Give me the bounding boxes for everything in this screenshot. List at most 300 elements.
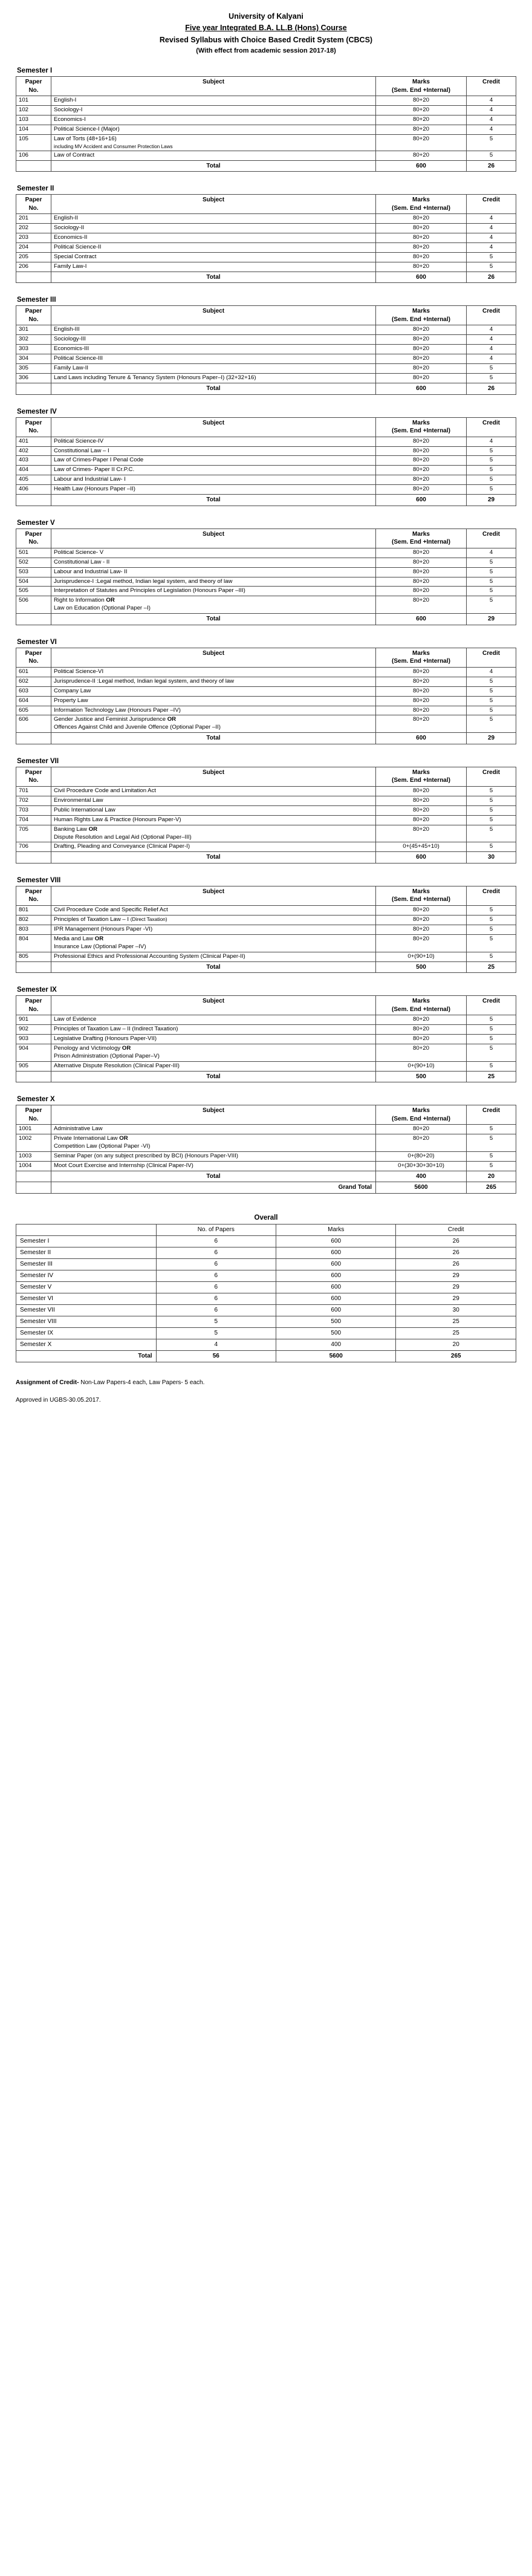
col-marks-line2: (Sem. End +Internal): [392, 658, 450, 665]
cell-credit: 5: [467, 456, 516, 466]
table-row: [16, 214, 516, 224]
overall-row: [16, 1339, 516, 1350]
col-marks: [376, 195, 467, 214]
semester-block: [16, 185, 516, 283]
col-marks: [376, 306, 467, 325]
overall-title: Overall: [254, 1214, 278, 1221]
total-label: Total: [51, 160, 376, 172]
subject-option-a: Gender Justice and Feminist Jurisprudence: [54, 716, 167, 723]
total-label: Total: [51, 961, 376, 973]
subject-text: Principles of Taxation Law – I: [54, 916, 131, 923]
col-credit: Credit: [467, 77, 516, 96]
col-credit: Credit: [467, 996, 516, 1015]
col-credit: Credit: [467, 529, 516, 548]
overall-table: [16, 1224, 516, 1362]
cell-marks: 80+20: [376, 677, 467, 686]
overall-marks: 400: [276, 1339, 396, 1350]
cell-credit: 5: [467, 577, 516, 587]
overall-row: [16, 1235, 516, 1247]
semester-block: [16, 67, 516, 172]
cell-subject: [51, 677, 376, 686]
subject-option-b: Insurance Law (Optional Paper –IV): [54, 943, 146, 950]
col-marks: [376, 417, 467, 437]
cell-marks: 80+20: [376, 667, 467, 677]
cell-subject: [51, 805, 376, 815]
subject-text: Drafting, Pleading and Conveyance (Clinical Paper-I): [54, 843, 190, 850]
cell-credit: 5: [467, 374, 516, 383]
cell-subject: [51, 1024, 376, 1034]
cell-marks: 80+20: [376, 475, 467, 485]
total-blank-cell: [16, 733, 51, 744]
cell-marks: 80+20: [376, 466, 467, 475]
cell-marks: 80+20: [376, 115, 467, 125]
subject-text: Human Rights Law & Practice (Honours Paper-V): [54, 816, 181, 823]
overall-header-row: [16, 1224, 516, 1235]
cell-subject: [51, 915, 376, 925]
cell-marks: 80+20: [376, 548, 467, 558]
cell-paper-no: 703: [16, 805, 51, 815]
credit-assignment-note: [16, 1378, 516, 1387]
cell-marks: 80+20: [376, 485, 467, 495]
col-subject: Subject: [51, 996, 376, 1015]
cell-paper-no: 304: [16, 354, 51, 364]
subject-or-label: OR: [94, 935, 104, 942]
cell-paper-no: 1003: [16, 1151, 51, 1161]
cell-marks: 80+20: [376, 706, 467, 715]
total-marks: 600: [376, 852, 467, 864]
table-row: [16, 558, 516, 567]
cell-marks: 80+20: [376, 905, 467, 915]
cell-credit: 5: [467, 842, 516, 852]
cell-subject: [51, 548, 376, 558]
cell-credit: 4: [467, 224, 516, 233]
overall-credit: 25: [396, 1327, 516, 1339]
subject-text: Jurisprudence-II :Legal method, Indian legal system, and theory of law: [54, 677, 235, 685]
cell-paper-no: 103: [16, 115, 51, 125]
table-row: [16, 466, 516, 475]
overall-row: [16, 1293, 516, 1304]
syllabus-subtitle: Revised Syllabus with Choice Based Credit System (CBCS): [159, 35, 373, 44]
cell-subject: [51, 364, 376, 374]
overall-credit: 29: [396, 1270, 516, 1281]
cell-subject: [51, 796, 376, 805]
total-label: Total: [51, 495, 376, 506]
table-row: [16, 905, 516, 915]
col-paper-no-line2: No.: [28, 539, 39, 546]
semester-total-row: [16, 495, 516, 506]
subject-text: Sociology-III: [54, 336, 86, 343]
semester-total-row: [16, 614, 516, 625]
col-paper-no-line2: No.: [28, 86, 39, 94]
col-paper-no-line1: Paper: [25, 79, 42, 86]
table-row: [16, 1161, 516, 1171]
cell-credit: 5: [467, 1024, 516, 1034]
col-subject: Subject: [51, 648, 376, 667]
cell-credit: 5: [467, 715, 516, 733]
total-credit: 26: [467, 272, 516, 283]
overall-credit: 26: [396, 1247, 516, 1258]
overall-marks: 600: [276, 1270, 396, 1281]
col-credit: Credit: [467, 306, 516, 325]
subject-text: Law of Evidence: [54, 1016, 97, 1023]
total-credit: 25: [467, 961, 516, 973]
table-header-row: [16, 529, 516, 548]
cell-marks: 80+20: [376, 345, 467, 354]
overall-semester-name: Semester V: [16, 1281, 157, 1293]
cell-paper-no: 502: [16, 558, 51, 567]
subject-option-b: Dispute Resolution and Legal Aid (Optional Paper–III): [54, 833, 192, 841]
cell-subject: [51, 952, 376, 961]
semester-total-row: [16, 1071, 516, 1082]
overall-total-row: [16, 1350, 516, 1362]
cell-paper-no: 901: [16, 1015, 51, 1025]
cell-credit: 5: [467, 786, 516, 796]
col-paper-no-line1: Paper: [25, 888, 42, 895]
cell-marks: 80+20: [376, 151, 467, 160]
table-row: [16, 485, 516, 495]
col-credit: Credit: [467, 195, 516, 214]
col-marks: [376, 886, 467, 905]
col-paper-no: [16, 767, 51, 786]
col-paper-no-line2: No.: [28, 204, 39, 212]
grand-total-credit: 265: [467, 1182, 516, 1194]
col-marks-line1: Marks: [412, 998, 430, 1005]
semester-table: [16, 995, 516, 1082]
col-marks-line2: (Sem. End +Internal): [392, 428, 450, 435]
semester-total-row: [16, 961, 516, 973]
cell-marks: 80+20: [376, 805, 467, 815]
overall-credit: 20: [396, 1339, 516, 1350]
subject-text: Law of Crimes- Paper II Cr.P.C.: [54, 466, 135, 473]
table-row: [16, 456, 516, 466]
overall-row: [16, 1247, 516, 1258]
cell-marks: 80+20: [376, 696, 467, 706]
col-paper-no-line2: No.: [28, 428, 39, 435]
cell-subject: [51, 214, 376, 224]
total-label: Total: [51, 733, 376, 744]
semester-heading: Semester V: [17, 519, 55, 527]
cell-marks: 80+20: [376, 364, 467, 374]
overall-papers: 6: [156, 1270, 276, 1281]
table-row: [16, 1125, 516, 1134]
cell-paper-no: 801: [16, 905, 51, 915]
table-row: [16, 364, 516, 374]
table-row: [16, 134, 516, 151]
table-row: [16, 796, 516, 805]
cell-credit: 5: [467, 805, 516, 815]
cell-subject: [51, 456, 376, 466]
overall-papers: 5: [156, 1327, 276, 1339]
university-name: University of Kalyani: [229, 12, 303, 21]
cell-subject: [51, 151, 376, 160]
cell-credit: 5: [467, 915, 516, 925]
cell-subject: [51, 253, 376, 262]
cell-subject: [51, 587, 376, 596]
col-credit: Credit: [467, 648, 516, 667]
col-paper-no: [16, 417, 51, 437]
semester-heading: Semester III: [17, 296, 56, 304]
subject-text: Legislative Drafting (Honours Paper-VII): [54, 1035, 157, 1042]
cell-subject: [51, 558, 376, 567]
total-label: Total: [51, 1171, 376, 1182]
semester-heading: Semester X: [17, 1096, 55, 1104]
cell-paper-no: 101: [16, 96, 51, 106]
total-blank-cell: [16, 961, 51, 973]
cell-marks: 80+20: [376, 815, 467, 825]
total-credit: 26: [467, 160, 516, 172]
cell-paper-no: 405: [16, 475, 51, 485]
col-paper-no-line1: Paper: [25, 998, 42, 1005]
table-row: [16, 686, 516, 696]
subject-text: Sociology-I: [54, 106, 83, 114]
cell-subject: [51, 815, 376, 825]
table-row: [16, 786, 516, 796]
subject-text: Labour and Industrial Law- I: [54, 476, 126, 483]
cell-subject: [51, 1134, 376, 1152]
overall-col-papers: No. of Papers: [156, 1224, 276, 1235]
total-blank-cell: [16, 1171, 51, 1182]
subject-text: English-II: [54, 215, 78, 222]
subject-text: Political Science-III: [54, 355, 103, 362]
semester-heading: Semester IV: [17, 408, 57, 415]
overall-semester-name: Semester II: [16, 1247, 157, 1258]
cell-paper-no: 504: [16, 577, 51, 587]
col-marks-line1: Marks: [412, 79, 430, 86]
approval-note: Approved in UGBS-30.05.2017.: [16, 1396, 101, 1403]
overall-section: [16, 1214, 516, 1362]
col-marks: [376, 1105, 467, 1125]
cell-subject: [51, 125, 376, 134]
subject-text: Administrative Law: [54, 1125, 103, 1133]
table-row: [16, 577, 516, 587]
subject-text: Political Science-IV: [54, 437, 104, 444]
total-blank-cell: [16, 272, 51, 283]
grand-total-row: [16, 1182, 516, 1194]
semester-total-row: [16, 1171, 516, 1182]
cell-credit: 5: [467, 686, 516, 696]
col-subject: Subject: [51, 306, 376, 325]
cell-paper-no: 201: [16, 214, 51, 224]
cell-subject: [51, 224, 376, 233]
col-marks-line1: Marks: [412, 769, 430, 776]
cell-marks: 80+20: [376, 715, 467, 733]
cell-paper-no: 702: [16, 796, 51, 805]
semester-table: [16, 648, 516, 744]
cell-subject: [51, 466, 376, 475]
col-marks: [376, 996, 467, 1015]
cell-paper-no: 706: [16, 842, 51, 852]
col-marks-line1: Marks: [412, 888, 430, 895]
cell-subject: [51, 115, 376, 125]
total-label: Total: [51, 383, 376, 395]
table-row: [16, 677, 516, 686]
overall-col-marks: Marks: [276, 1224, 396, 1235]
cell-subject: [51, 335, 376, 345]
col-marks: [376, 648, 467, 667]
col-marks-line1: Marks: [412, 1107, 430, 1114]
semester-block: [16, 877, 516, 973]
cell-marks: 80+20: [376, 686, 467, 696]
overall-papers: 6: [156, 1304, 276, 1316]
subject-text: Political Science-II: [54, 244, 102, 251]
semester-heading: Semester VII: [17, 757, 59, 765]
cell-credit: 5: [467, 364, 516, 374]
cell-paper-no: 203: [16, 233, 51, 243]
total-credit: 26: [467, 383, 516, 395]
cell-marks: 80+20: [376, 1015, 467, 1025]
subject-or-label: OR: [119, 1135, 128, 1142]
semester-heading: Semester II: [17, 185, 54, 193]
cell-marks: 0+(80+20): [376, 1151, 467, 1161]
overall-credit: 29: [396, 1293, 516, 1304]
overall-marks: 600: [276, 1281, 396, 1293]
table-row: [16, 587, 516, 596]
cell-credit: 4: [467, 106, 516, 115]
cell-credit: 5: [467, 696, 516, 706]
subject-text: Health Law (Honours Paper –II): [54, 486, 135, 493]
table-row: [16, 446, 516, 456]
cell-marks: 80+20: [376, 925, 467, 934]
table-row: [16, 667, 516, 677]
cell-paper-no: 501: [16, 548, 51, 558]
cell-marks: 80+20: [376, 262, 467, 272]
cell-marks: 80+20: [376, 596, 467, 614]
cell-marks: 80+20: [376, 125, 467, 134]
cell-marks: 80+20: [376, 558, 467, 567]
overall-semester-name: Semester III: [16, 1258, 157, 1270]
subject-option-b: Prison Administration (Optional Paper–V): [54, 1052, 160, 1059]
cell-credit: 4: [467, 548, 516, 558]
col-marks-line2: (Sem. End +Internal): [392, 777, 450, 784]
total-marks: 500: [376, 961, 467, 973]
table-row: [16, 1044, 516, 1061]
table-row: [16, 96, 516, 106]
cell-paper-no: 805: [16, 952, 51, 961]
cell-paper-no: 505: [16, 587, 51, 596]
overall-papers: 6: [156, 1247, 276, 1258]
cell-subject: [51, 934, 376, 952]
semester-block: [16, 1096, 516, 1194]
cell-paper-no: 302: [16, 335, 51, 345]
subject-option-b: Law on Education (Optional Paper –I): [54, 605, 151, 612]
total-marks: 600: [376, 383, 467, 395]
semester-tables: [16, 67, 516, 1194]
table-row: [16, 115, 516, 125]
cell-credit: 5: [467, 1134, 516, 1152]
col-paper-no-line2: No.: [28, 658, 39, 665]
cell-credit: 5: [467, 1125, 516, 1134]
cell-paper-no: 403: [16, 456, 51, 466]
overall-row: [16, 1316, 516, 1327]
col-paper-no-line2: No.: [28, 316, 39, 323]
cell-paper-no: 704: [16, 815, 51, 825]
cell-credit: 5: [467, 1161, 516, 1171]
table-header-row: [16, 1105, 516, 1125]
total-credit: 29: [467, 733, 516, 744]
subject-qualifier: (Direct Taxation): [130, 916, 167, 922]
semester-block: [16, 408, 516, 506]
subject-text: IPR Management (Honours Paper -VI): [54, 925, 153, 932]
cell-marks: 80+20: [376, 243, 467, 253]
table-header-row: [16, 77, 516, 96]
cell-credit: 4: [467, 437, 516, 446]
total-credit: 29: [467, 495, 516, 506]
cell-subject: [51, 437, 376, 446]
overall-credit: 30: [396, 1304, 516, 1316]
table-row: [16, 696, 516, 706]
semester-table: [16, 417, 516, 506]
cell-marks: 0+(90+10): [376, 1061, 467, 1071]
col-marks-line2: (Sem. End +Internal): [392, 1115, 450, 1122]
cell-marks: 80+20: [376, 1044, 467, 1061]
cell-credit: 5: [467, 253, 516, 262]
subject-text: Labour and Industrial Law- II: [54, 568, 128, 575]
total-marks: 500: [376, 1071, 467, 1082]
subject-text: Land Laws including Tenure & Tenancy System (Honours Paper–I) (32+32+16): [54, 374, 256, 382]
total-marks: 600: [376, 733, 467, 744]
col-marks: [376, 767, 467, 786]
col-paper-no-line1: Paper: [25, 419, 42, 426]
cell-marks: 80+20: [376, 567, 467, 577]
overall-semester-name: Semester X: [16, 1339, 157, 1350]
overall-semester-name: Semester IX: [16, 1327, 157, 1339]
cell-marks: 80+20: [376, 915, 467, 925]
col-paper-no-line1: Paper: [25, 197, 42, 204]
subject-or-label: OR: [88, 825, 97, 833]
col-credit: Credit: [467, 1105, 516, 1125]
table-row: [16, 1024, 516, 1034]
overall-row: [16, 1281, 516, 1293]
cell-paper-no: 104: [16, 125, 51, 134]
cell-subject: [51, 243, 376, 253]
cell-subject: [51, 686, 376, 696]
cell-paper-no: 506: [16, 596, 51, 614]
cell-credit: 5: [467, 475, 516, 485]
table-row: [16, 915, 516, 925]
semester-total-row: [16, 852, 516, 864]
cell-credit: 4: [467, 233, 516, 243]
col-subject: Subject: [51, 529, 376, 548]
col-paper-no: [16, 77, 51, 96]
table-row: [16, 934, 516, 952]
cell-credit: 5: [467, 1015, 516, 1025]
total-blank-cell: [16, 383, 51, 395]
overall-total-label: Total: [16, 1350, 157, 1362]
overall-total-papers: 56: [156, 1350, 276, 1362]
cell-paper-no: 601: [16, 667, 51, 677]
table-row: [16, 1034, 516, 1044]
table-row: [16, 475, 516, 485]
cell-subject: [51, 905, 376, 915]
overall-papers: 5: [156, 1316, 276, 1327]
grand-total-blank-cell: [16, 1182, 51, 1194]
subject-text: Economics-III: [54, 345, 89, 353]
subject-text: Political Science-I (Major): [54, 125, 120, 132]
credit-assignment-text: Non-Law Papers-4 each, Law Papers- 5 each.: [79, 1379, 205, 1386]
subject-text: English-III: [54, 326, 80, 333]
col-paper-no: [16, 1105, 51, 1125]
overall-marks: 500: [276, 1316, 396, 1327]
cell-marks: 80+20: [376, 1024, 467, 1034]
total-label: Total: [51, 272, 376, 283]
grand-total-marks: 5600: [376, 1182, 467, 1194]
col-marks-line1: Marks: [412, 197, 430, 204]
total-blank-cell: [16, 495, 51, 506]
col-marks-line2: (Sem. End +Internal): [392, 896, 450, 903]
col-paper-no: [16, 886, 51, 905]
table-row: [16, 715, 516, 733]
overall-marks: 600: [276, 1258, 396, 1270]
